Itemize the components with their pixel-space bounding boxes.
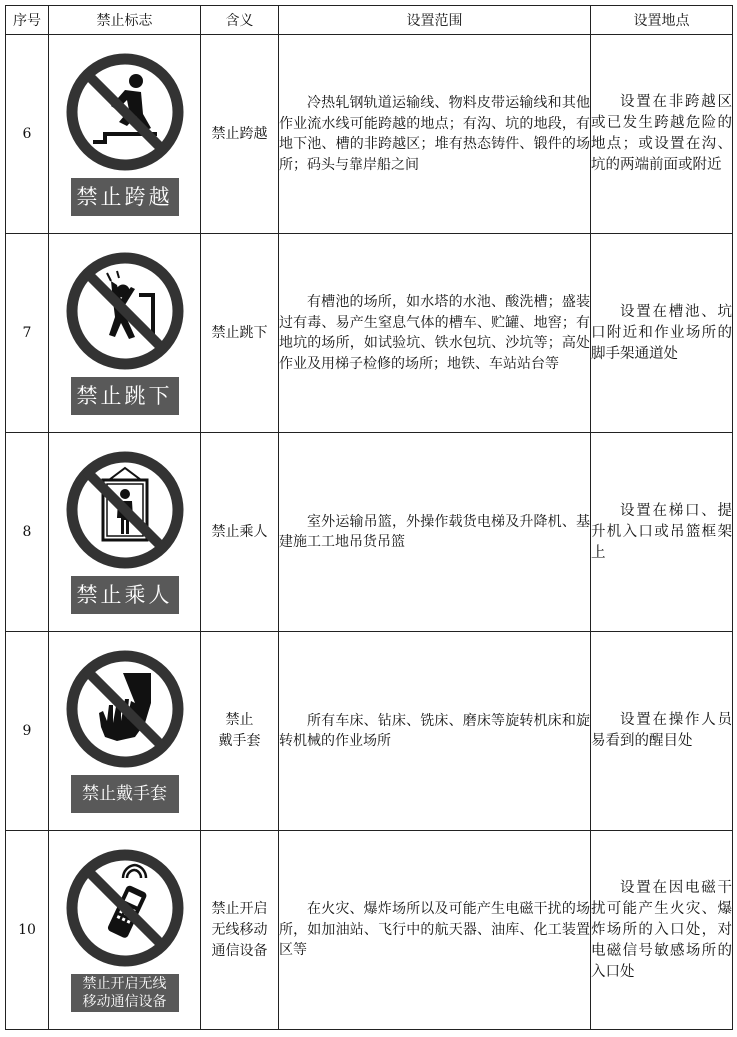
- sign: [60, 848, 190, 1012]
- sign: [60, 251, 190, 415]
- no-mobile-phone-icon: [65, 848, 185, 968]
- table-row: [6, 831, 733, 1030]
- sign-label: 禁止跳下: [71, 377, 179, 415]
- row-number: 6: [6, 35, 49, 234]
- no-gloves-icon: [65, 649, 185, 769]
- sign-label: [71, 974, 179, 1012]
- sign-label-line: 禁止开启无线: [82, 976, 167, 992]
- no-passengers-icon: [65, 450, 185, 570]
- location-cell: 设置在因电磁干扰可能产生火灾、爆炸场所的入口处，对电磁信号敏感场所的入口处: [591, 831, 733, 1030]
- sign-label: 禁止乘人: [71, 576, 179, 614]
- header-scope: 设置范围: [279, 6, 591, 35]
- meaning-text: 禁止跨越: [211, 125, 268, 142]
- scope-cell: 所有车床、钻床、铣床、磨床等旋转机床和旋转机械的作业场所: [279, 632, 591, 831]
- scope-cell: 在火灾、爆炸场所以及可能产生电磁干扰的场所，如加油站、飞行中的航天器、油库、化工装置区等: [279, 831, 591, 1030]
- location-cell: 设置在梯口、提升机入口或吊篮框架上: [591, 433, 733, 632]
- no-crossing-icon: [65, 52, 185, 172]
- meaning-line: 戴手套: [218, 733, 261, 749]
- sign: [60, 649, 190, 813]
- meaning-cell: [201, 234, 279, 433]
- row-number: 10: [6, 831, 49, 1030]
- table-row: [6, 234, 733, 433]
- table-row: [6, 35, 733, 234]
- table-row: [6, 433, 733, 632]
- meaning-line: 无线移动: [211, 921, 268, 938]
- row-number: 7: [6, 234, 49, 433]
- sign-label: 禁止跨越: [71, 178, 179, 216]
- meaning-line: 禁止: [225, 712, 254, 728]
- header-sign: 禁止标志: [49, 6, 201, 35]
- meaning-cell: [201, 632, 279, 831]
- sign-cell: [49, 35, 201, 234]
- scope-cell: 室外运输吊篮，外操作载货电梯及升降机、基建施工工地吊货吊篮: [279, 433, 591, 632]
- sign: [60, 52, 190, 216]
- meaning-cell: [201, 433, 279, 632]
- meaning-line: 通信设备: [211, 942, 268, 959]
- scope-cell: 有槽池的场所，如水塔的水池、酸洗槽；盛装过有毒、易产生窒息气体的槽车、贮罐、地窖；有地坑的场所，如试验坑、铁水包坑、沙坑等；高处作业及用梯子检修的场所；地铁、车站站台等: [279, 234, 591, 433]
- row-number: 9: [6, 632, 49, 831]
- meaning-text: 禁止跳下: [211, 324, 268, 341]
- header-meaning: 含义: [201, 6, 279, 35]
- sign-label-line: 移动通信设备: [82, 994, 167, 1010]
- sign-cell: [49, 433, 201, 632]
- no-jumping-icon: [65, 251, 185, 371]
- scope-cell: 冷热轧钢轨道运输线、物料皮带运输线和其他作业流水线可能跨越的地点；有沟、坑的地段，有地下池、槽的非跨越区；堆有热态铸件、锻件的场所；码头与靠岸船之间: [279, 35, 591, 234]
- header-no: 序号: [6, 6, 49, 35]
- prohibition-signs-table: [5, 5, 733, 1030]
- meaning-cell: [201, 35, 279, 234]
- location-cell: 设置在非跨越区或已发生跨越危险的地点；或设置在沟、坑的两端前面或附近: [591, 35, 733, 234]
- sign-label: 禁止戴手套: [71, 775, 179, 813]
- header-location: 设置地点: [591, 6, 733, 35]
- table-row: [6, 632, 733, 831]
- location-cell: 设置在槽池、坑口附近和作业场所的脚手架通道处: [591, 234, 733, 433]
- location-cell: 设置在操作人员易看到的醒目处: [591, 632, 733, 831]
- sign-cell: [49, 234, 201, 433]
- sign: [60, 450, 190, 614]
- header-row: [6, 6, 733, 35]
- meaning-text: 禁止乘人: [211, 523, 268, 540]
- sign-cell: [49, 831, 201, 1030]
- row-number: 8: [6, 433, 49, 632]
- meaning-line: 禁止开启: [211, 900, 268, 917]
- sign-cell: [49, 632, 201, 831]
- meaning-cell: [201, 831, 279, 1030]
